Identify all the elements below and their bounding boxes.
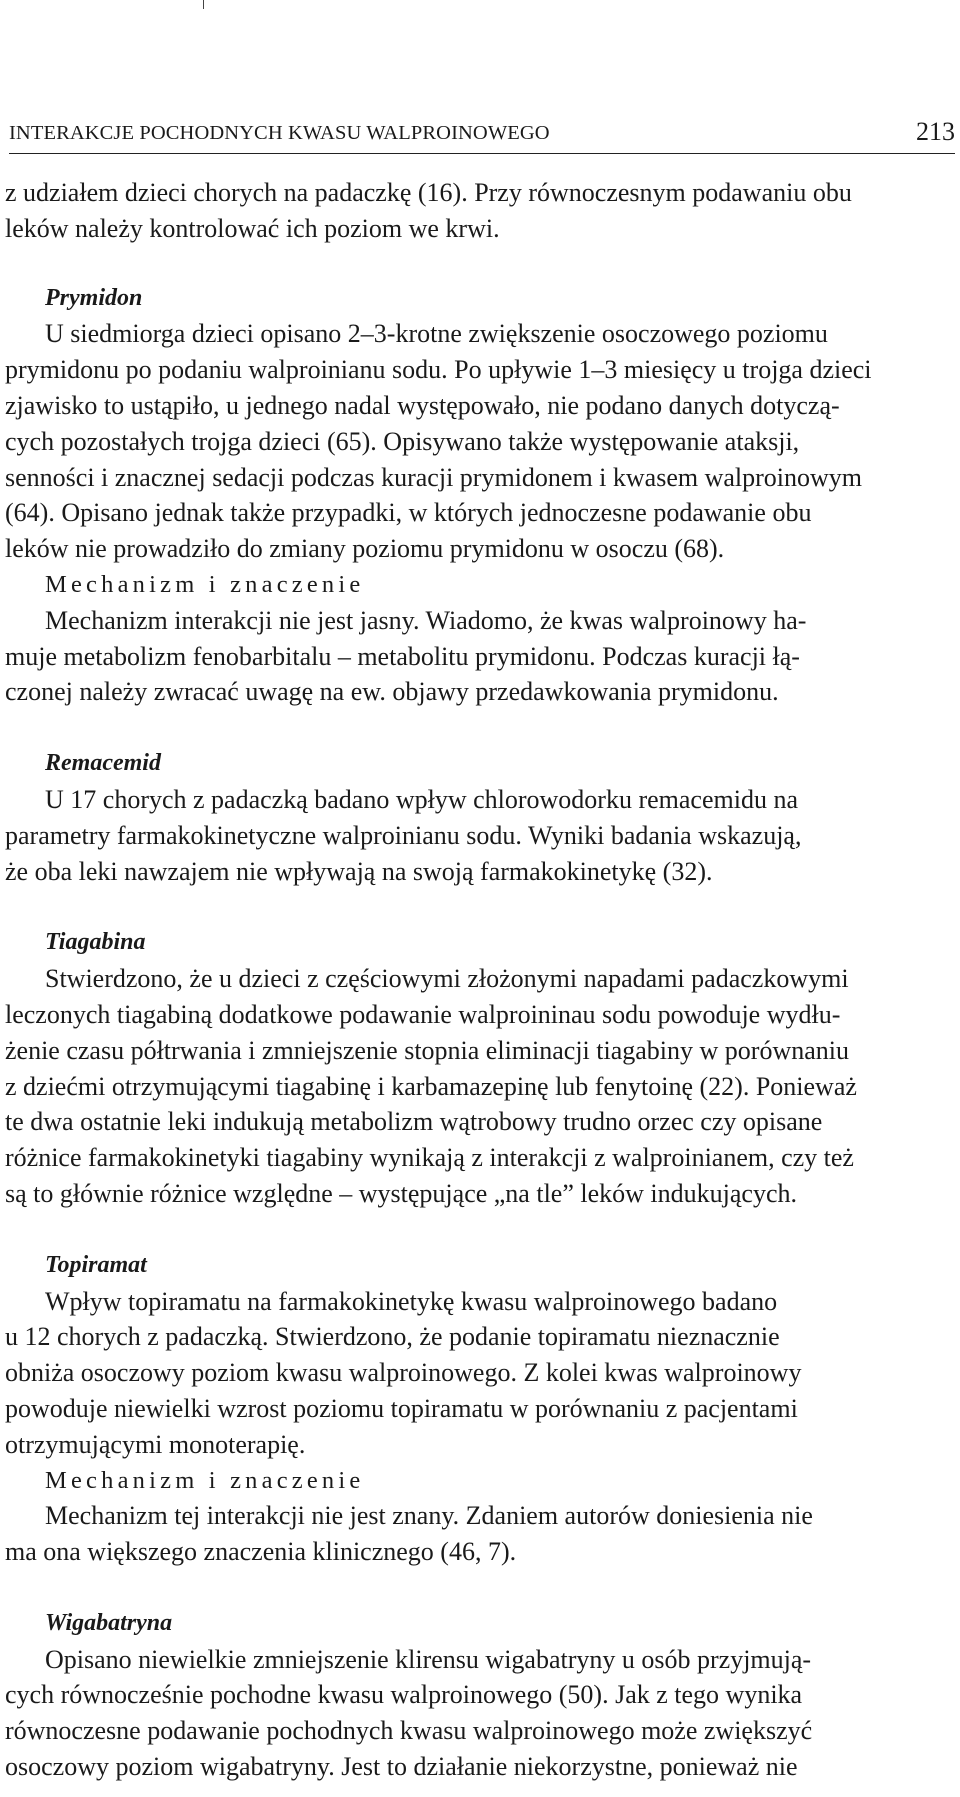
section-remacemid <box>5 746 955 889</box>
intro-paragraph: z udziałem dzieci chorych na padaczkę (16). Przy równoczesnym podawaniu obu leków należy kontrolować ich poziom we krwi. <box>5 178 852 243</box>
paragraph-tiagabina-1: Stwierdzono, że u dzieci z częściowymi złożonymi napadami padaczkowymi leczonych tiagabiną dodatkowe podawanie walproininau sodu powoduje wydłu- żenie czasu półtrwania i zmniejszenie stopnia eliminacji tiagabiny w porównaniu z dziećmi otrzymującymi tiagabinę i karbamazepinę lub fenytoinę (22). Ponieważ te dwa ostatnie leki indukują metabolizm wątrobowy trudno orzec czy opisane różnice farmakokinetyki tiagabiny wynikają z interakcji z walproinianem, czy też są to głównie różnice względne – występujące „na tle” leków indukujących. <box>5 964 857 1208</box>
section-heading-remacemid: Remacemid <box>45 750 161 777</box>
header-rule <box>9 153 955 154</box>
section-heading-prymidon: Prymidon <box>45 284 143 311</box>
running-title: INTERAKCJE POCHODNYCH KWASU WALPROINOWEGO <box>9 122 550 144</box>
section-wigabatryna <box>5 1606 955 1785</box>
subheading-mechanizm-topiramat: Mechanizm i znaczenie <box>45 1466 365 1494</box>
section-heading-topiramat: Topiramat <box>45 1251 147 1278</box>
book-page <box>5 0 955 1797</box>
paragraph-topiramat-1: Wpływ topiramatu na farmakokinetykę kwasu walproinowego badano u 12 chorych z padaczką. Stwierdzono, że podanie topiramatu nieznacznie obniża osoczowy poziom kwasu walproinowego. Z kolei kwas walproinowy powoduje niewielki wzrost poziomu topiramatu w porównaniu z pacjentami otrzymującymi monoterapię. <box>5 1286 802 1459</box>
section-topiramat <box>5 1248 955 1570</box>
paragraph-wigabatryna-1: Opisano niewielkie zmniejszenie klirensu wigabatryny u osób przyjmują- cych równocześnie pochodne kwasu walproinowego (50). Jak z tego wynika równoczesne podawanie pochodnych kwasu walproinowego może zwiększyć osoczowy poziom wigabatryny. Jest to działanie niekorzystne, ponieważ nie <box>5 1644 813 1782</box>
section-prymidon <box>5 281 955 711</box>
section-heading-tiagabina: Tiagabina <box>45 929 146 956</box>
page-number: 213 <box>916 117 955 146</box>
paragraph-prymidon-1: U siedmiorga dzieci opisano 2–3-krotne zwiększenie osoczowego poziomu prymidonu po podaniu walproinianu sodu. Po upływie 1–3 miesięcy u trojga dzieci zjawisko to ustąpiło, u jednego nadal występowało, nie podano danych dotyczą- cych pozostałych trojga dzieci (65). Opisywano także występowanie ataksji, senności i znacznej sedacji podczas kuracji prymidonem i kwasem walproinowym (64). Opisano jednak także przypadki, w których jednoczesne podawanie obu leków nie prowadziło do zmiany poziomu prymidonu w osoczu (68). <box>5 319 872 564</box>
body-text <box>5 175 955 1785</box>
paragraph-prymidon-2: Mechanizm interakcji nie jest jasny. Wiadomo, że kwas walproinowy ha- muje metabolizm fenobarbitalu – metabolitu prymidonu. Podczas kuracji łą- czonej należy zwracać uwagę na ew. objawy przedawkowania prymidonu. <box>5 605 807 707</box>
subheading-mechanizm-prymidon: Mechanizm i znaczenie <box>45 570 365 598</box>
paragraph-remacemid-1: U 17 chorych z padaczką badano wpływ chlorowodorku remacemidu na parametry farmakokinetyczne walproinianu sodu. Wyniki badania wskazują, że oba leki nawzajem nie wpływają na swoją farmakokinetykę (32). <box>5 784 802 886</box>
section-tiagabina <box>5 925 955 1211</box>
running-header <box>9 112 955 152</box>
paragraph-topiramat-2: Mechanizm tej interakcji nie jest znany. Zdaniem autorów doniesienia nie ma ona większego znaczenia klinicznego (46, 7). <box>5 1501 813 1567</box>
section-heading-wigabatryna: Wigabatryna <box>45 1609 173 1636</box>
crop-mark <box>203 0 204 9</box>
